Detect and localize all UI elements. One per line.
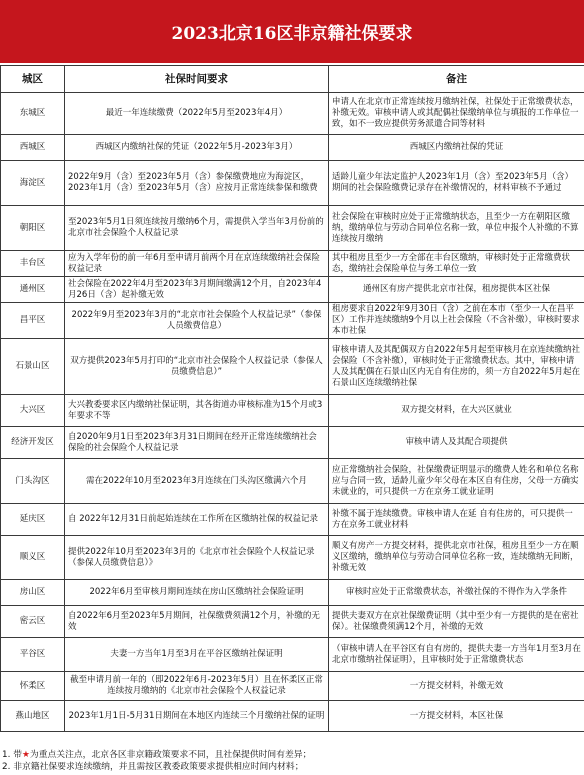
requirement-cell: 夫妻一方当年1月至3月在平谷区缴纳社保证明 [65,638,329,672]
remark-cell: 双方提交材料，在大兴区就业 [329,395,584,427]
requirement-cell: 需在2022年10月至2023年3月连续在门头沟区缴满六个月 [65,459,329,504]
table-row [1,277,584,303]
requirement-cell: 截至申请月前一年的（即2022年6月-2023年5月）且在怀柔区正常连续按月缴纳的《北京市社会保险个人权益记录 [65,672,329,701]
table-row [1,606,584,638]
requirement-cell: 双方提供2023年5月打印的“北京市社会保险个人权益记录（参保人员缴费信息）” [65,339,329,395]
table-row [1,303,584,339]
requirement-cell: 自2022年6月至2023年5月期间，社保缴费须满12个月，补缴的无效 [65,606,329,638]
page-title: 2023北京16区非京籍社保要求 [171,24,413,44]
footnotes [2,749,582,773]
table-body [1,66,584,732]
district-cell: 朝阳区 [1,206,65,251]
remark-cell: 补缴不属于连续缴费。审核申请人在延 自有住房的，可只提供一方在京务工就业材料 [329,504,584,536]
table-row [1,251,584,277]
requirement-cell: 2023年1月1日-5月31日期间在本地区内连续三个月缴纳社保的证明 [65,701,329,732]
district-cell: 昌平区 [1,303,65,339]
requirement-cell: 自2020年9月1日至2023年3月31日期间在经开正常连续缴纳社会保险的社会保险个人权益记录 [65,427,329,459]
district-cell: 房山区 [1,580,65,606]
requirement-cell: 2022年9月至2023年3月的“北京市社会保险个人权益记录”（参保人员缴费信息） [65,303,329,339]
remark-cell: 顺义有房产一方提交材料，提供北京市社保，租房且至少一方在顺义区缴纳，缴纳单位与劳动合同单位名称一致，连续缴纳无间断，补缴无效 [329,536,584,580]
table-row [1,580,584,606]
remark-cell: 西城区内缴纳社保的凭证 [329,135,584,161]
requirement-cell: 西城区内缴纳社保的凭证（2022年5月-2023年3月） [65,135,329,161]
remark-cell: 应正常缴纳社会保险，社保缴费证明显示的缴费人姓名和单位名称应与合同一致，适龄儿童少年父母在本区自有住房，父母一方确实未就业的，可只提供一方在京务工就业证明 [329,459,584,504]
remark-cell: 审核申请人及其配合项提供 [329,427,584,459]
remark-cell: 一方提交材料，补缴无效 [329,672,584,701]
table-row [1,504,584,536]
table-row [1,339,584,395]
footnote-1: 1. 带★为重点关注点，北京各区非京籍政策要求不同，且社保提供时间有差异； [2,750,312,760]
col-header-remark: 备注 [329,66,584,93]
table-header-row [1,66,584,93]
col-header-requirement: 社保时间要求 [65,66,329,93]
district-cell: 东城区 [1,93,65,135]
requirement-cell: 最近一年连续缴费（2022年5月至2023年4月） [65,93,329,135]
district-cell: 石景山区 [1,339,65,395]
table-row [1,206,584,251]
remark-cell: 通州区有房产提供北京市社保，租房提供本区社保 [329,277,584,303]
requirement-cell: 自 2022年12月31日前起始连续在工作所在区缴纳社保的权益记录 [65,504,329,536]
table-row [1,459,584,504]
title-banner [0,0,584,63]
remark-cell: 社会保险在审核时应处于正常缴纳状态，且至少一方在朝阳区缴纳，缴纳单位与劳动合同单位名称一致，单位申报个人补缴的不算连续按月缴纳 [329,206,584,251]
requirement-cell: 至2023年5月1日须连续按月缴纳6个月，需提供入学当年3月份前的北京市社会保险个人权益记录 [65,206,329,251]
table-row [1,93,584,135]
remark-cell: 其中租房且至少一方全部在丰台区缴纳，审核时处于正常缴费状态，缴纳社会保险单位与务工单位一致 [329,251,584,277]
district-cell: 延庆区 [1,504,65,536]
table-row [1,536,584,580]
remark-cell: 提供夫妻双方在京社保缴费证明（其中至少有一方提供的是在密社保）。社保缴费须满12个月，补缴的无效 [329,606,584,638]
table-row [1,427,584,459]
requirements-table [0,65,584,732]
remark-cell: 申请人在北京市正常连续按月缴纳社保，社保处于正常缴费状态，补缴无效。审核申请人或其配偶社保缴纳单位与填报的工作单位一致，如不一致应提供劳务派遣合同等材料 [329,93,584,135]
table-row [1,135,584,161]
footnote-2: 2. 非京籍社保要求连续缴纳，并且需按区教委政策要求提供相应时间内材料； [2,762,304,772]
table-row [1,161,584,206]
requirement-cell: 2022年9月（含）至2023年5月（含）参保缴费地应为海淀区，2023年1月（含）至2023年5月（含）应按月正常连续参保和缴费 [65,161,329,206]
district-cell: 顺义区 [1,536,65,580]
requirement-cell: 社会保险在2022年4月至2023年3月期间缴满12个月，自2023年4月26日（含）起补缴无效 [65,277,329,303]
district-cell: 经济开发区 [1,427,65,459]
requirement-cell: 2022年6月至审核月期间连续在房山区缴纳社会保险证明 [65,580,329,606]
district-cell: 密云区 [1,606,65,638]
remark-cell: 一方提交材料，本区社保 [329,701,584,732]
star-icon: ★ [22,750,30,760]
district-cell: 西城区 [1,135,65,161]
remark-cell: 审核时应处于正常缴费状态，补缴社保的不得作为入学条件 [329,580,584,606]
table-row [1,672,584,701]
col-header-district: 城区 [1,66,65,93]
table-row [1,701,584,732]
table-row [1,638,584,672]
remark-cell: （审核申请人在平谷区有自有房的，提供夫妻一方当年1月至3月在北京市缴纳社保证明），且审核时处于正常缴费状态 [329,638,584,672]
district-cell: 怀柔区 [1,672,65,701]
remark-cell: 租房要求自2022年9月30日（含）之前在本市（至少一人在昌平区）工作并连续缴纳9个月以上社会保险（不含补缴），审核时要求本市社保 [329,303,584,339]
district-cell: 海淀区 [1,161,65,206]
district-cell: 燕山地区 [1,701,65,732]
requirement-cell: 大兴教委要求区内缴纳社保证明，其各街道办审核标准为15个月或3年要求不等 [65,395,329,427]
remark-cell: 适龄儿童少年法定监护人2023年1月（含）至2023年5月（含）期间的社会保险缴费记录存在补缴情况的，材料审核不予通过 [329,161,584,206]
requirement-cell: 提供2022年10月至2023年3月的《北京市社会保险个人权益记录（参保人员缴费信息）》 [65,536,329,580]
district-cell: 通州区 [1,277,65,303]
district-cell: 门头沟区 [1,459,65,504]
district-cell: 丰台区 [1,251,65,277]
district-cell: 平谷区 [1,638,65,672]
table-row [1,395,584,427]
requirement-cell: 应为入学年份的前一年6月至申请月前两个月在京连续缴纳社会保险权益记录 [65,251,329,277]
district-cell: 大兴区 [1,395,65,427]
remark-cell: 审核申请人及其配偶双方自2022年5月起至审核月在京连续缴纳社会保险（不含补缴），审核时处于正常缴费状态。其中，审核申请人及其配偶在石景山区内无自有住房的，须一方自2022年5月起在石景山区连续缴纳社保 [329,339,584,395]
